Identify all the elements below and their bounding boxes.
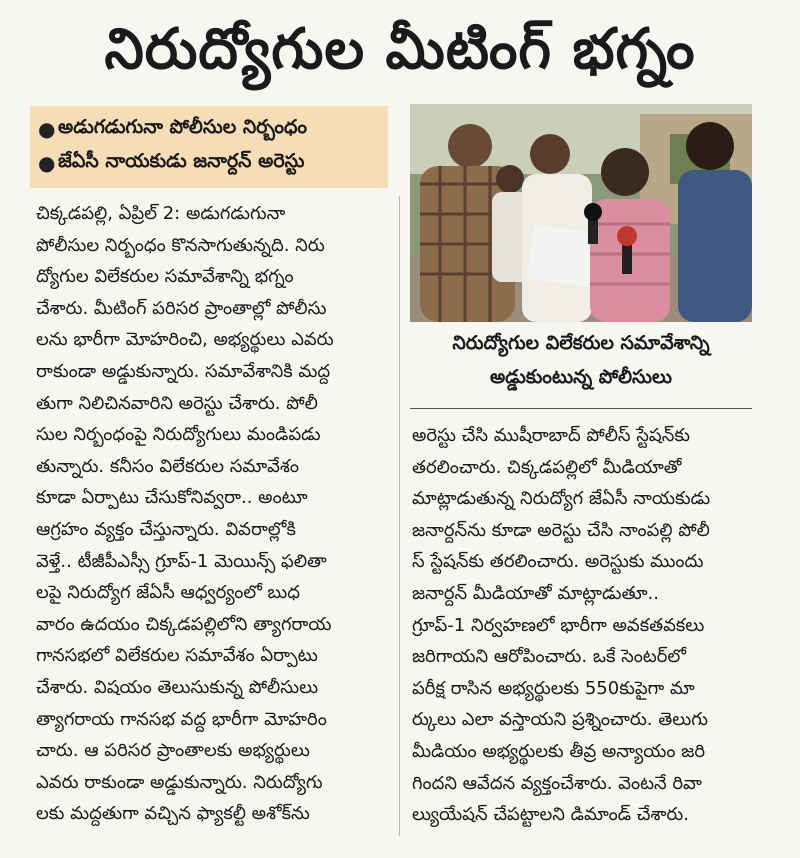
article-line: వారం ఉదయం చిక్కడపల్లిలోని త్యాగరాయ [36, 613, 332, 635]
article-line: ఎవరు రాకుండా అడ్డుకున్నారు. నిరుద్యోగు [36, 771, 323, 793]
article-line: చేశారు. మీటింగ్ పరిసర ప్రాంతాల్లో పోలీసు [36, 297, 327, 319]
highlight-text: జేఏసీ నాయకుడు జనార్దన్ అరెస్టు [58, 149, 305, 172]
article-line: సుల నిర్బంధంపై నిరుద్యోగులు మండిపడు [36, 424, 321, 446]
headline: నిరుద్యోగుల మీటింగ్ భగ్నం [104, 17, 696, 82]
highlight-text: అడుగడుగునా పోలీసుల నిర్బంధం [58, 115, 308, 138]
article-line: కూడా ఏర్పాటు చేసుకోనివ్వరా.. అంటూ [36, 487, 308, 509]
article-line: లపై నిరుద్యోగ జేఏసీ ఆధ్వర్యంలో బుధ [36, 582, 300, 604]
article-line: అరెస్టు చేసి ముషీరాబాద్ పోలీస్ స్టేషన్‌కు [412, 425, 690, 446]
article-line: వెళ్తే.. టీజీపీఎస్సీ గ్రూప్-1 మెయిన్స్ ఫలితా [36, 550, 327, 572]
article-line: ఆగ్రహం వ్యక్తం చేస్తున్నారు. వివరాల్లోకి [36, 518, 296, 540]
highlight-item [38, 112, 380, 146]
article-left-column [36, 198, 388, 830]
article-line: లకు మద్దతుగా వచ్చిన ఫ్యాకల్టీ అశోక్‌ను [36, 803, 310, 825]
article-line: తున్నారు. కనీసం విలేకరుల సమావేశం [36, 455, 300, 477]
bullet-icon: ● [38, 151, 56, 175]
article-line: గానసభలో విలేకరుల సమావేశం ఏర్పాటు [36, 645, 318, 667]
article-right-column [412, 420, 762, 831]
article-line: చిక్కడపల్లి, ఏప్రిల్ 2: అడుగడుగునా [36, 203, 286, 224]
article-line: పోలీసుల నిర్బంధం కొనసాగుతున్నది. నిరు [36, 234, 325, 256]
article-line: స్ స్టేషన్‌కు తరలించారు. అరెస్టుకు ముందు [412, 551, 704, 573]
article-line: గిందని ఆవేదన వ్యక్తంచేశారు. వెంటనే రివా [412, 772, 702, 794]
news-photo-illustration [410, 104, 752, 322]
article-line: రాకుండా అడ్డుకున్నారు. సమావేశానికి మద్ద [36, 360, 331, 382]
caption-line: నిరుద్యోగుల విలేకరుల సమావేశాన్ని [452, 332, 710, 354]
article-line: జనార్దన్‌ను కూడా అరెస్టు చేసి నాంపల్లి పోలీ [412, 519, 710, 541]
caption-line: అడ్డుకుంటున్న పోలీసులు [489, 366, 673, 388]
article-line: చేశారు. విషయం తెలుసుకున్న పోలీసులు [36, 676, 319, 698]
news-photo [410, 104, 752, 322]
highlight-item [38, 146, 380, 180]
article-line: ర్కులు ఎలా వస్తాయని ప్రశ్నించారు. తెలుగు [412, 709, 708, 731]
photo-caption [410, 326, 752, 409]
article-line: జరిగాయని ఆరోపించారు. ఒకే సెంటర్‌లో [412, 646, 686, 668]
article-line: చారు. ఆ పరిసర ప్రాంతాలకు అభ్యర్థులు [36, 740, 310, 762]
article-line: మాట్లాడుతున్న నిరుద్యోగ జేఏసీ నాయకుడు [412, 488, 711, 510]
article-line: మీడియం అభ్యర్థులకు తీవ్ర అన్యాయం జరి [412, 740, 706, 762]
article-line: ద్యోగుల విలేకరుల సమావేశాన్ని భగ్నం [36, 266, 294, 288]
article-line: తరలించారు. చిక్కడపల్లిలో మీడియాతో [412, 456, 682, 478]
article-line: జనార్దన్ మీడియాతో మాట్లాడుతూ.. [412, 582, 659, 604]
article-line: త్యాగరాయ గానసభ వద్ద భారీగా మోహరిం [36, 708, 327, 730]
article-line: ల్యుయేషన్ చేపట్టాలని డిమాండ్ చేశారు. [412, 804, 689, 826]
highlights-box [30, 106, 388, 188]
article-line: లను భారీగా మోహరించి, అభ్యర్థులు ఎవరు [36, 329, 334, 351]
bullet-icon: ● [38, 117, 56, 141]
article-line: గ్రూప్-1 నిర్వహణలో భారీగా అవకతవకలు [412, 614, 705, 636]
article-line: పరీక్ష రాసిన అభ్యర్థులకు 550కుపైగా మా [412, 677, 695, 699]
article-line: తుగా నిలిచినవారిని అరెస్టు చేశారు. పోలీ [36, 392, 318, 414]
column-divider [399, 196, 400, 836]
